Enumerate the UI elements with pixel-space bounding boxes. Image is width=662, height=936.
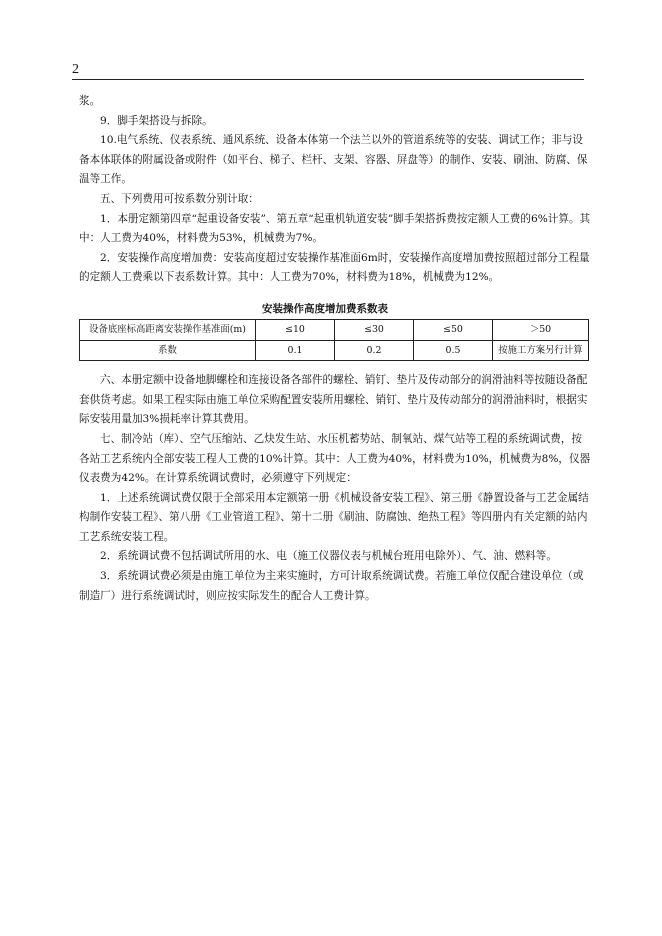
- paragraph: 五、下列费用可按系数分别计取：: [100, 192, 259, 205]
- document-body: [79, 92, 591, 606]
- paragraph: 浆。: [79, 95, 101, 107]
- paragraph: 3．系统调试费必须是由施工单位为主来实施时，方可计取系统调试费。若施工单位仅配合建设单位（或制造厂）进行系统调试时，则应按实际发生的配合人工费计算。: [79, 570, 584, 602]
- table-cell: 0.1: [256, 340, 335, 361]
- table-cell: ≤30: [335, 319, 414, 340]
- table-row: [80, 340, 589, 361]
- table-title: 安装操作高度增加费系数表: [262, 302, 388, 315]
- paragraph: 1．本册定额第四章“起重设备安装”、第五章“起重机轨道安装”脚手架搭拆费按定额人工费的6%计算。其中：人工费为40%，材料费为53%，机械费为7%。: [79, 212, 591, 245]
- table-cell: ＞50: [493, 319, 589, 340]
- paragraph: 2．安装操作高度增加费：安装高度超过安装操作基准面6m时，安装操作高度增加费按照超过部分工程量的定额人工费乘以下表系数计算。其中：人工费为70%，材料费为18%，机械费为12%。: [79, 251, 590, 284]
- header-rule: [72, 79, 584, 80]
- table-cell: ≤10: [256, 319, 335, 340]
- paragraph: 七、制冷站（库）、空气压缩站、乙炔发生站、水压机蓄势站、制氧站、煤气站等工程的系统调试费，按各站工艺系统内全部安装工程人工费的10%计算。其中：人工费为40%，材料费为10%，机械费为8%，仪器仪表费为42%。在计算系统调试费时，必须遵守下列规定：: [79, 432, 591, 485]
- paragraph: 9．脚手架搭设与拆除。: [100, 114, 213, 127]
- paragraph: 10.电气系统、仪表系统、通风系统、设备本体第一个法兰以外的管道系统等的安装、调试工作；非与设备本体联体的附属设备或附件（如平台、梯子、栏杆、支架、容器、屏盘等）的制作、安装、刷油、防腐、保温等工作。: [79, 134, 588, 186]
- table-cell: 系数: [80, 340, 256, 361]
- table-cell: 设备底座标高距离安装操作基准面(m): [80, 319, 256, 340]
- table-cell: ≤50: [414, 319, 493, 340]
- table-cell: 0.5: [414, 340, 493, 361]
- paragraph: 六、本册定额中设备地脚螺栓和连接设备各部件的螺栓、销钉、垫片及传动部分的润滑油料等按随设备配套供货考虑。如果工程实际由施工单位采购配置安装所用螺栓、销钉、垫片及传动部分的润滑油料时，根据实际安装用量加3%损耗率计算其费用。: [79, 374, 588, 426]
- paragraph: 1．上述系统调试费仅限于全部采用本定额第一册《机械设备安装工程》、第三册《静置设备与工艺金属结构制作安装工程》、第八册《工业管道工程》、第十二册《刷油、防腐蚀、绝热工程》等四册内有关定额的站内工艺系统安装工程。: [79, 491, 589, 543]
- table-cell: 按施工方案另行计算: [493, 340, 589, 361]
- table-header-row: [80, 319, 589, 340]
- paragraph: 2．系统调试费不包括调试所用的水、电（施工仪器仪表与机械台班用电除外）、气、油、燃料等。: [100, 550, 557, 563]
- page-number: 2: [72, 62, 79, 77]
- table-cell: 0.2: [335, 340, 414, 361]
- coefficient-table: [79, 319, 589, 361]
